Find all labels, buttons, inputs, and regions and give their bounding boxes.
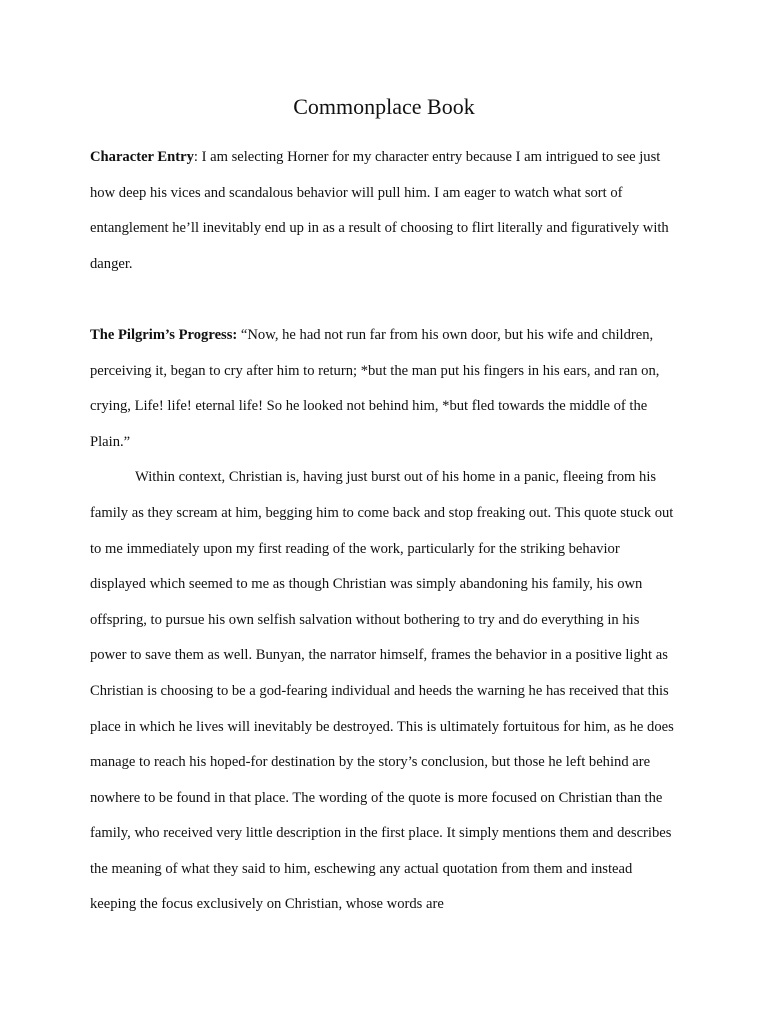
- pilgrims-progress-quote: “Now, he had not run far from his own door, but his wife and children, perceiving it, began to cry after him to return; *but the man put his fingers in his ears, and ran on, crying, Life! life! eternal life! So he looked not behind him, *but fled towards the middle of the Plain.”: [90, 326, 660, 450]
- pilgrims-progress-label: The Pilgrim’s Progress:: [90, 326, 238, 343]
- document-title: Commonplace Book: [293, 94, 475, 119]
- character-entry-label: Character Entry: [90, 149, 194, 165]
- character-entry-paragraph: [90, 140, 678, 282]
- document-page: [90, 92, 678, 923]
- pilgrims-progress-quote-paragraph: [90, 318, 678, 460]
- pilgrims-progress-analysis: Within context, Christian is, having just burst out of his home in a panic, fleeing from his family as they scream at him, begging him to come back and stop freaking out. This quote stuck out to me immediately upon my first reading of the work, particularly for the striking behavior displayed which seemed to me as though Christian was simply abandoning his family, his own offspring, to pursue his own selfish salvation without bothering to try and do everything in his power to save them as well. Bunyan, the narrator himself, frames the behavior in a positive light as Christian is choosing to be a god-fearing individual and heeds the warning he has received that this place in which he lives will inevitably be destroyed. This is ultimately fortuitous for him, as he does manage to reach his hoped-for destination by the story’s conclusion, but those he left behind are nowhere to be found in that place. The wording of the quote is more focused on Christian than the family, who received very little description in the first place. It simply mentions them and describes the meaning of what they said to him, eschewing any actual quotation from them and instead keeping the focus exclusively on Christian, whose words are: [90, 469, 674, 913]
- paragraph-spacer: [90, 282, 678, 318]
- character-entry-text: : I am selecting Horner for my character entry because I am intrigued to see just how deep his vices and scandalous behavior will pull him. I am eager to watch what sort of entanglement he’ll inevitably end up in as a result of choosing to flirt literally and figuratively with danger.: [90, 149, 669, 272]
